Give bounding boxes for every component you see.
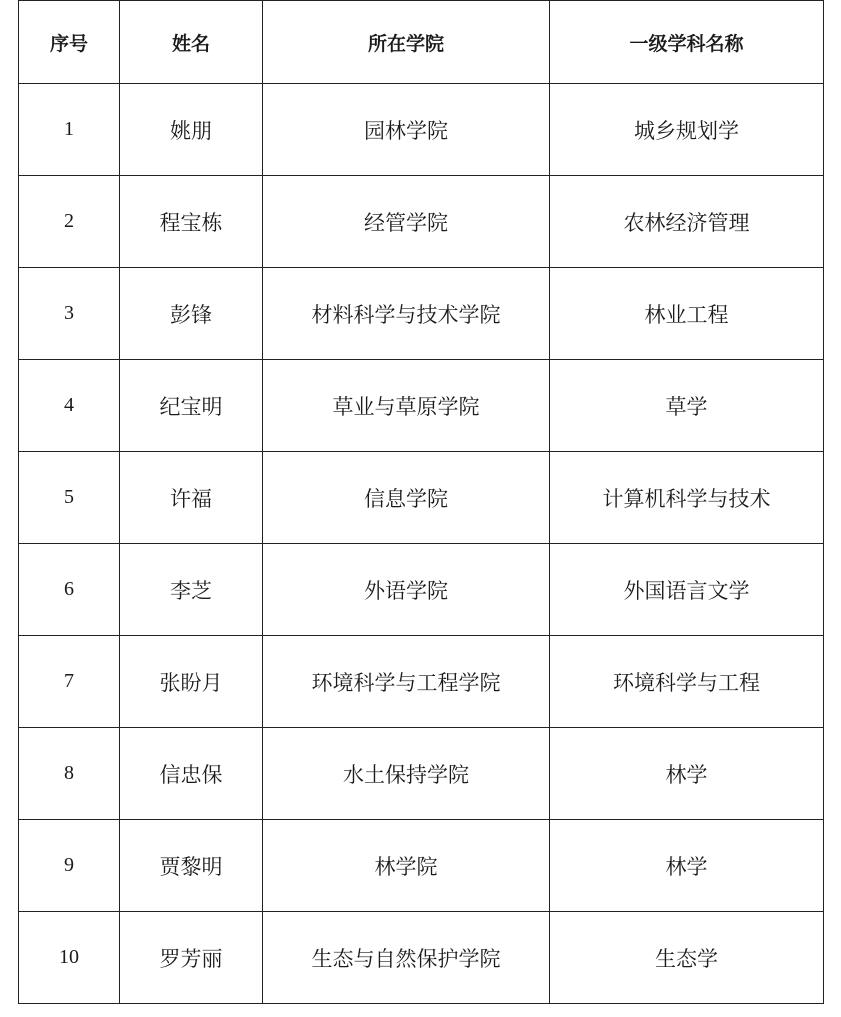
row-name: 许福: [120, 452, 263, 544]
row-college: 环境科学与工程学院: [263, 636, 550, 728]
row-name: 信忠保: [120, 728, 263, 820]
row-discipline: 城乡规划学: [550, 84, 824, 176]
row-index: 2: [19, 176, 120, 268]
row-college: 水土保持学院: [263, 728, 550, 820]
row-name: 姚朋: [120, 84, 263, 176]
row-index: 1: [19, 84, 120, 176]
row-discipline: 林学: [550, 820, 824, 912]
row-name: 彭锋: [120, 268, 263, 360]
table-row: [19, 360, 824, 452]
table-row: [19, 268, 824, 360]
row-index: 5: [19, 452, 120, 544]
row-name: 罗芳丽: [120, 912, 263, 1004]
table-row: [19, 176, 824, 268]
row-discipline: 林学: [550, 728, 824, 820]
row-name: 李芝: [120, 544, 263, 636]
row-college: 外语学院: [263, 544, 550, 636]
table-row: [19, 84, 824, 176]
row-college: 园林学院: [263, 84, 550, 176]
row-name: 程宝栋: [120, 176, 263, 268]
row-discipline: 农林经济管理: [550, 176, 824, 268]
row-college: 信息学院: [263, 452, 550, 544]
row-index: 6: [19, 544, 120, 636]
table-row: [19, 544, 824, 636]
table-row: [19, 636, 824, 728]
row-name: 贾黎明: [120, 820, 263, 912]
row-discipline: 草学: [550, 360, 824, 452]
row-discipline: 环境科学与工程: [550, 636, 824, 728]
row-index: 8: [19, 728, 120, 820]
header-name: 姓名: [120, 1, 263, 84]
row-discipline: 生态学: [550, 912, 824, 1004]
row-index: 7: [19, 636, 120, 728]
row-index: 9: [19, 820, 120, 912]
row-college: 经管学院: [263, 176, 550, 268]
header-college: 所在学院: [263, 1, 550, 84]
header-row: [19, 1, 824, 84]
row-index: 3: [19, 268, 120, 360]
row-index: 10: [19, 912, 120, 1004]
header-index: 序号: [19, 1, 120, 84]
roster-table: [18, 0, 824, 1004]
table-row: [19, 912, 824, 1004]
table-row: [19, 820, 824, 912]
row-college: 林学院: [263, 820, 550, 912]
row-college: 草业与草原学院: [263, 360, 550, 452]
row-index: 4: [19, 360, 120, 452]
header-discipline: 一级学科名称: [550, 1, 824, 84]
row-college: 生态与自然保护学院: [263, 912, 550, 1004]
row-name: 张盼月: [120, 636, 263, 728]
row-discipline: 外国语言文学: [550, 544, 824, 636]
row-college: 材料科学与技术学院: [263, 268, 550, 360]
table-row: [19, 728, 824, 820]
table-row: [19, 452, 824, 544]
row-discipline: 计算机科学与技术: [550, 452, 824, 544]
row-discipline: 林业工程: [550, 268, 824, 360]
row-name: 纪宝明: [120, 360, 263, 452]
